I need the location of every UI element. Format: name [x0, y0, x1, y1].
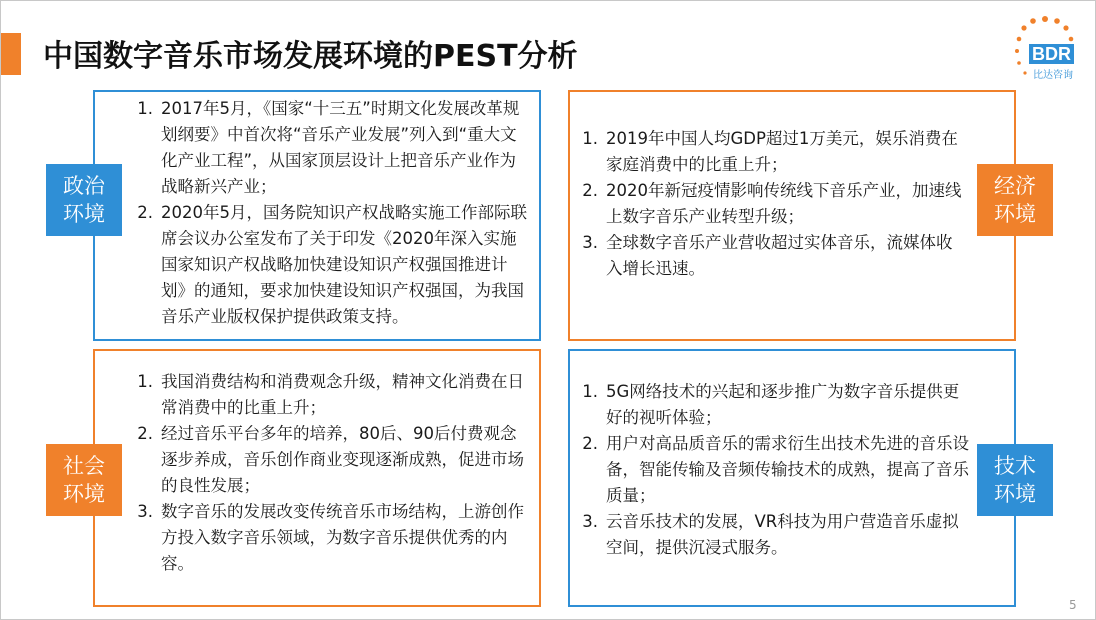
- economic-box: [568, 90, 1016, 341]
- tag-label: 环境: [994, 482, 1036, 506]
- tag-label: 环境: [63, 482, 105, 506]
- logo-text: BDR: [1029, 44, 1074, 64]
- technology-box: [568, 349, 1016, 607]
- page-title: 中国数字音乐市场发展环境的PEST分析: [43, 39, 578, 74]
- political-list: [125, 96, 527, 330]
- list-item: 3. 云音乐技术的发展，VR科技为用户营造音乐虚拟空间，提供沉浸式服务。: [582, 512, 959, 557]
- list-item: 1. 2019年中国人均GDP超过1万美元，娱乐消费在家庭消费中的比重上升；: [582, 129, 958, 174]
- technology-tag: [977, 444, 1053, 516]
- technology-list: [570, 379, 972, 561]
- list-item: 1. 5G网络技术的兴起和逐步推广为数字音乐提供更好的视听体验；: [582, 382, 960, 427]
- tag-label: 政治: [63, 174, 105, 198]
- tag-label: 环境: [63, 202, 105, 226]
- social-tag: [46, 444, 122, 516]
- list-item: 2. 2020年5月，国务院知识产权战略实施工作部际联席会议办公室发布了关于印发《2020年深入实施国家知识产权战略加快建设知识产权强国推进计划》的通知，要求加快建设知识产权强国，为我国音乐产业版权保护提供政策支持。: [137, 203, 527, 326]
- logo-subtitle: 比达咨询: [1033, 70, 1073, 81]
- title-accent-bar: [1, 33, 21, 75]
- political-tag: [46, 164, 122, 236]
- social-list: [125, 369, 527, 577]
- list-item: 3. 全球数字音乐产业营收超过实体音乐，流媒体收入增长迅速。: [582, 233, 953, 278]
- tag-label: 环境: [994, 202, 1036, 226]
- bdr-logo: [1007, 11, 1083, 83]
- tag-label: 社会: [63, 454, 105, 478]
- political-box: [93, 90, 541, 341]
- list-item: 1. 我国消费结构和消费观念升级，精神文化消费在日常消费中的比重上升；: [137, 372, 524, 417]
- tag-label: 经济: [994, 174, 1036, 198]
- list-item: 2. 2020年新冠疫情影响传统线下音乐产业，加速线上数字音乐产业转型升级；: [582, 181, 962, 226]
- list-item: 2. 用户对高品质音乐的需求衍生出技术先进的音乐设备，智能传输及音频传输技术的成熟，提高了音乐质量；: [582, 434, 969, 505]
- list-item: 1. 2017年5月，《国家“十三五”时期文化发展改革规划纲要》中首次将“音乐产业发展”列入到“重大文化产业工程”，从国家顶层设计上把音乐产业作为战略新兴产业；: [137, 99, 520, 196]
- economic-tag: [977, 164, 1053, 236]
- economic-list: [570, 126, 962, 282]
- tag-label: 技术: [994, 454, 1036, 478]
- list-item: 3. 数字音乐的发展改变传统音乐市场结构，上游创作方投入数字音乐领域，为数字音乐提供优秀的内容。: [137, 502, 524, 573]
- list-item: 2. 经过音乐平台多年的培养，80后、90后付费观念逐步养成，音乐创作商业变现逐渐成熟，促进市场的良性发展；: [137, 424, 524, 495]
- social-box: [93, 349, 541, 607]
- page-number: 5: [1069, 598, 1077, 612]
